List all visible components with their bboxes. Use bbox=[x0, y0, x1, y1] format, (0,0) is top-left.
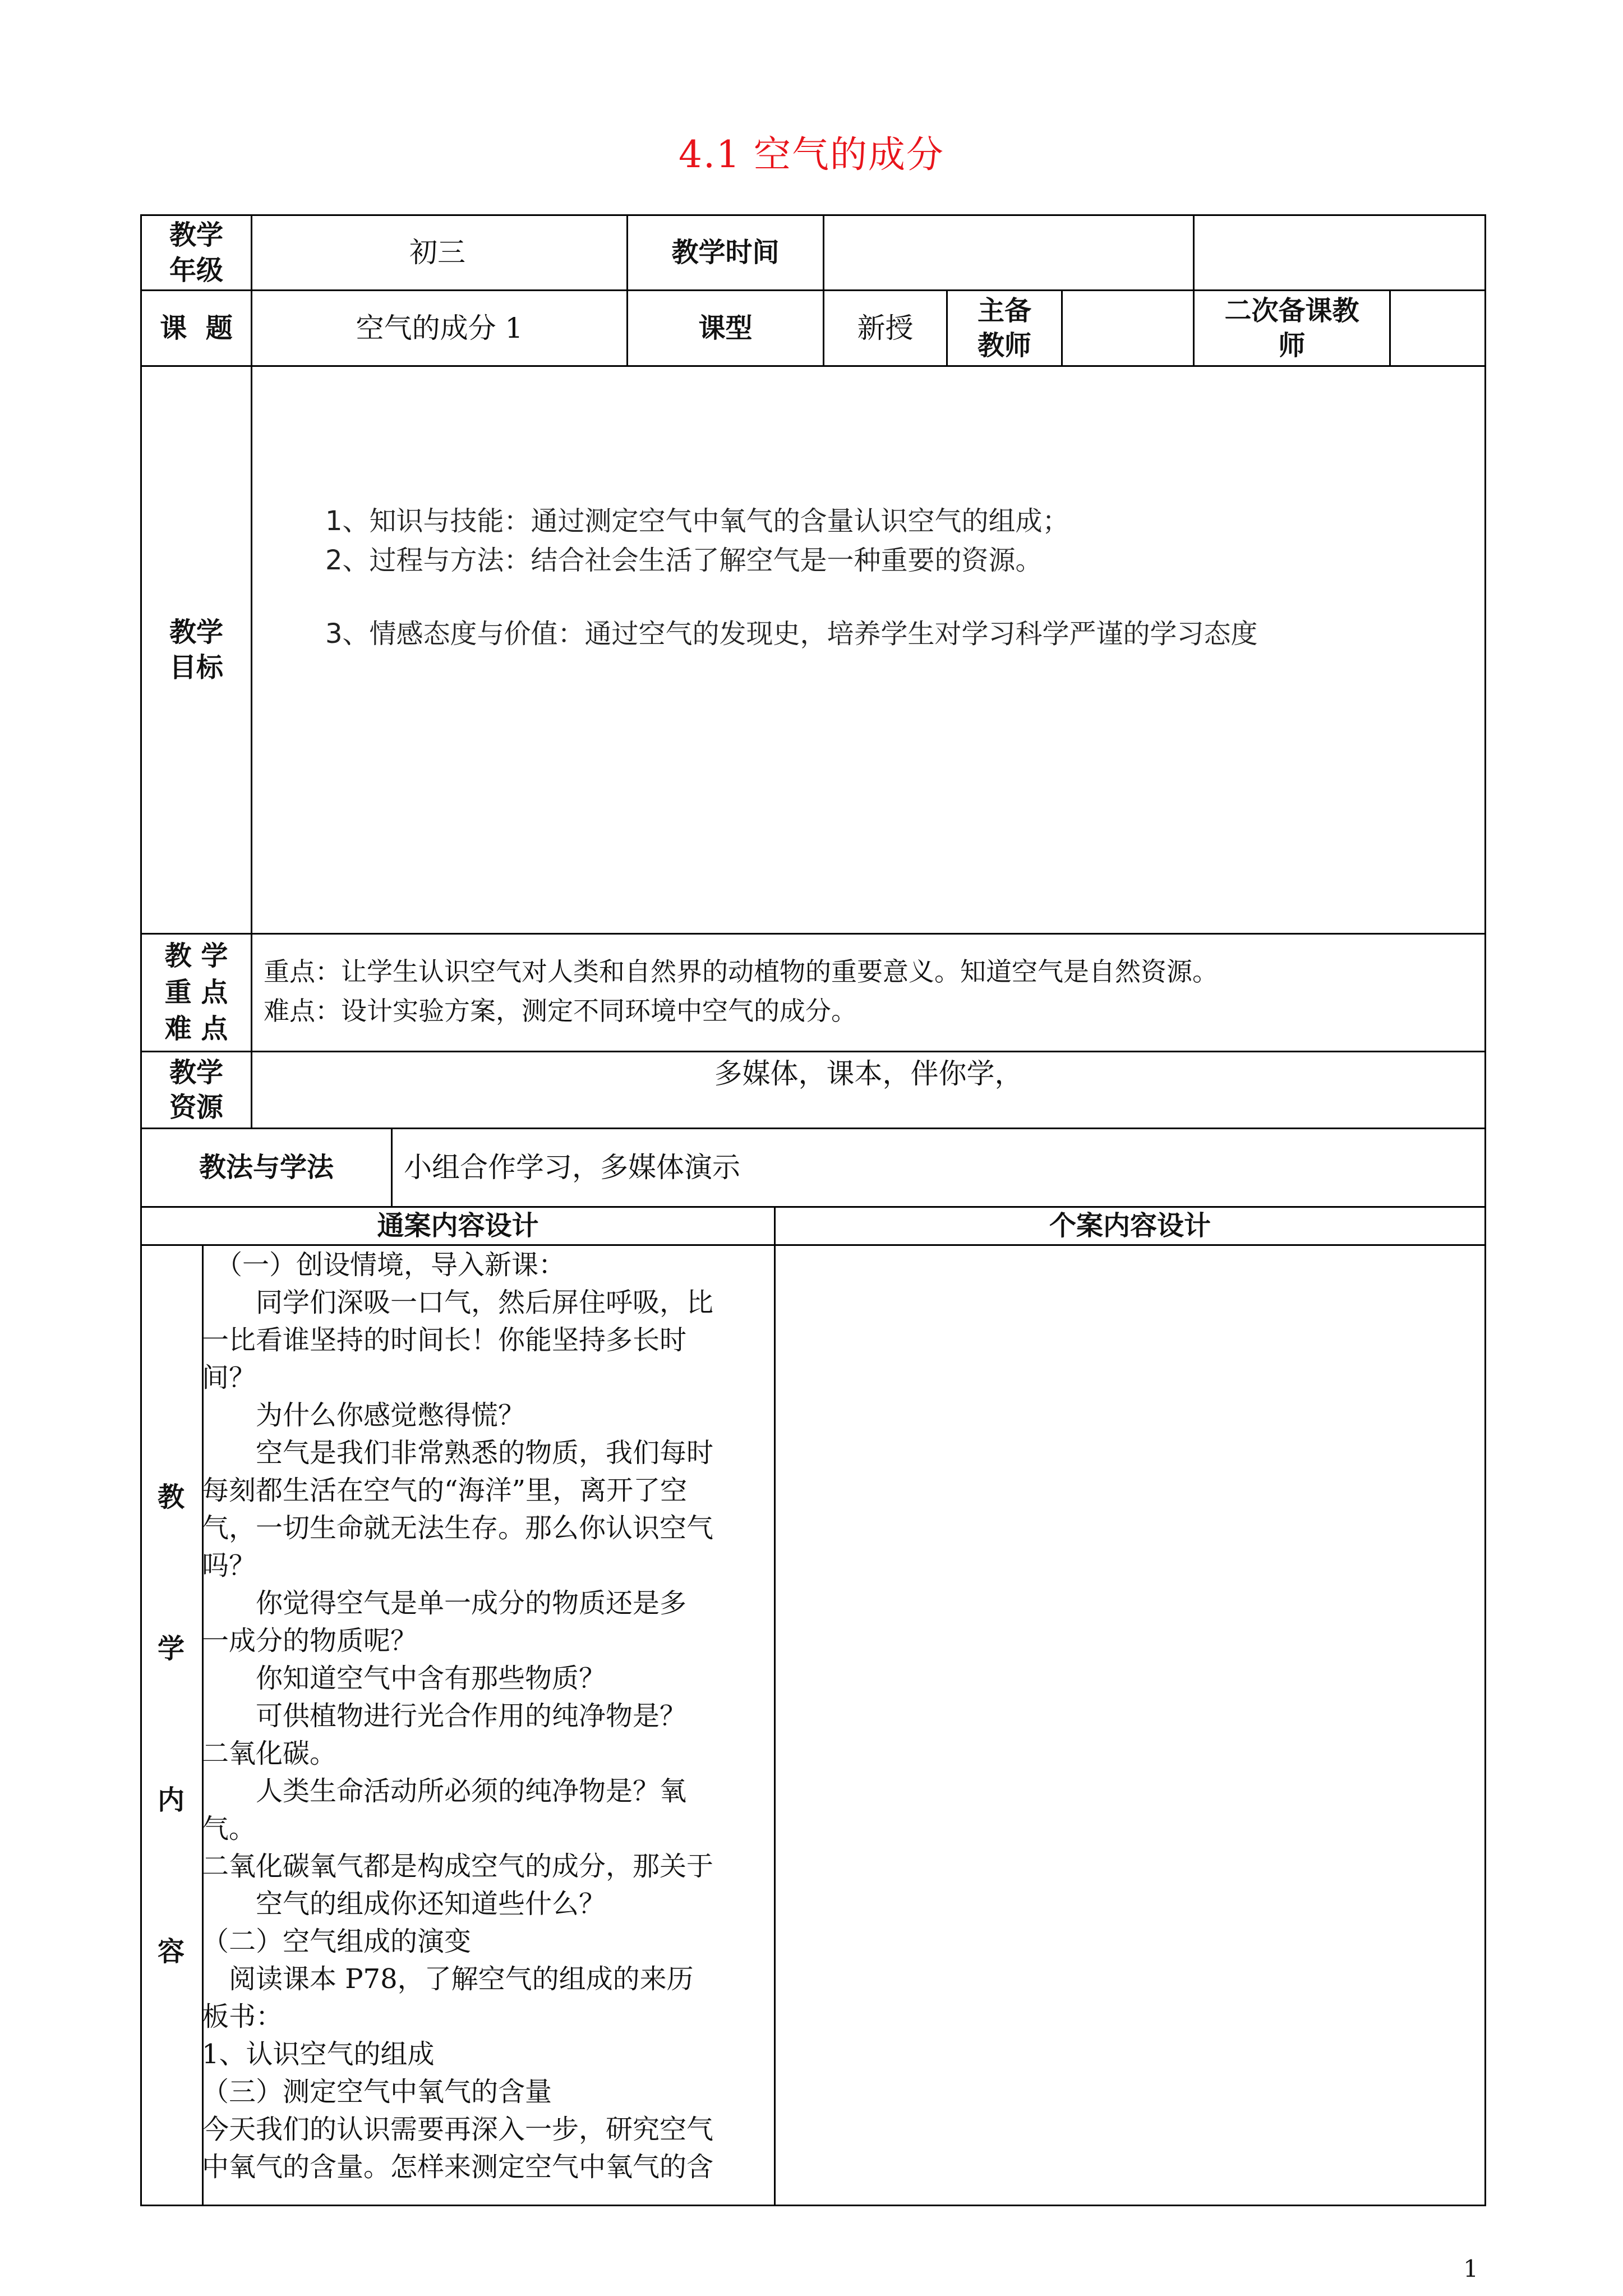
content-line: 间？ bbox=[202, 1362, 256, 1393]
goal-item-spacer bbox=[325, 580, 1258, 615]
lesson-type-label: 课型 bbox=[698, 312, 753, 344]
content-line: 阅读课本 P78，了解空气的组成的来历 bbox=[202, 1963, 694, 1995]
content-line: 空气是我们非常熟悉的物质，我们每时 bbox=[202, 1437, 714, 1469]
goal-item: 1、知识与技能：通过测定空气中氧气的含量认识空气的组成； bbox=[325, 505, 1069, 537]
content-vertical-label-char: 容 bbox=[157, 1936, 185, 1967]
content-line: 你知道空气中含有那些物质？ bbox=[202, 1663, 606, 1694]
content-line: （三）测定空气中氧气的含量 bbox=[202, 2076, 552, 2108]
content-line: 吗？ bbox=[202, 1550, 256, 1581]
table-border-bottom bbox=[140, 2205, 1486, 2206]
blank-cell bbox=[1195, 216, 1484, 289]
goal-item: 2、过程与方法：结合社会生活了解空气是一种重要的资源。 bbox=[325, 544, 1043, 576]
goals-list bbox=[325, 502, 1258, 654]
content-line: 人类生命活动所必须的纯净物是？氧 bbox=[202, 1775, 687, 1807]
content-line: （一）创设情境，导入新课： bbox=[202, 1249, 566, 1281]
common-design-content bbox=[202, 1246, 771, 2186]
topic-label: 课 题 bbox=[160, 312, 233, 344]
topic-value: 空气的成分 1 bbox=[356, 311, 523, 344]
teaching-time-label: 教学时间 bbox=[671, 237, 780, 269]
content-line: 今天我们的认识需要再深入一步，研究空气 bbox=[202, 2114, 714, 2145]
content-vertical-label-char: 学 bbox=[157, 1633, 185, 1664]
content-line: 气，一切生命就无法生存。那么你认识空气 bbox=[202, 1512, 714, 1544]
document-title: 4.1 空气的成分 bbox=[679, 133, 944, 176]
individual-design-header: 个案内容设计 bbox=[1049, 1210, 1211, 1242]
content-vertical-label-char: 内 bbox=[157, 1784, 185, 1816]
grade-value: 初三 bbox=[409, 236, 465, 269]
content-line: 同学们深吸一口气，然后屏住呼吸，比 bbox=[202, 1287, 714, 1318]
table-border-right bbox=[1484, 214, 1486, 2206]
methods-label: 教法与学法 bbox=[199, 1152, 334, 1184]
content-line: 你觉得空气是单一成分的物质还是多 bbox=[202, 1588, 687, 1619]
lead-teacher-label: 主备 教师 bbox=[977, 295, 1031, 361]
resources-label: 教学 资源 bbox=[169, 1056, 223, 1123]
common-design-header: 通案内容设计 bbox=[377, 1210, 539, 1242]
goals-label: 教学 目标 bbox=[169, 616, 223, 683]
content-line: 可供植物进行光合作用的纯净物是？ bbox=[202, 1700, 687, 1732]
second-teacher-label: 二次备课教 师 bbox=[1224, 295, 1359, 361]
lead-teacher-field[interactable] bbox=[1063, 291, 1193, 365]
grade-label: 教学 年级 bbox=[169, 219, 223, 286]
individual-design-content[interactable] bbox=[776, 1246, 1484, 2205]
content-line: 气。 bbox=[202, 1813, 256, 1844]
content-line: 一成分的物质呢？ bbox=[202, 1625, 418, 1657]
key-points-text bbox=[264, 953, 1218, 1031]
teaching-time-field[interactable] bbox=[824, 216, 1193, 289]
content-line: 空气的组成你还知道些什么？ bbox=[202, 1888, 606, 1920]
content-line: 二氧化碳氧气都是构成空气的成分，那关于 bbox=[202, 1851, 714, 1882]
methods-value: 小组合作学习，多媒体演示 bbox=[404, 1151, 740, 1184]
page-number: 1 bbox=[1463, 2255, 1478, 2283]
row-divider bbox=[140, 933, 1486, 935]
content-line: 一比看谁坚持的时间长！你能坚持多长时 bbox=[202, 1324, 687, 1356]
content-line: 板书： bbox=[202, 2001, 283, 2032]
lesson-type-value: 新授 bbox=[857, 311, 914, 344]
content-line: 为什么你感觉憋得慌？ bbox=[202, 1400, 525, 1431]
goal-item: 3、情感态度与价值：通过空气的发现史，培养学生对学习科学严谨的学习态度 bbox=[325, 618, 1258, 650]
key-point-line: 重点：让学生认识空气对人类和自然界的动植物的重要意义。知道空气是自然资源。 bbox=[264, 956, 1218, 987]
content-line: （二）空气组成的演变 bbox=[202, 1926, 472, 1957]
content-line: 二氧化碳。 bbox=[202, 1738, 337, 1769]
content-vertical-label-char: 教 bbox=[157, 1481, 185, 1513]
key-points-label: 教 学 重 点 难 点 bbox=[164, 940, 228, 1045]
content-line: 中氧气的含量。怎样来测定空气中氧气的含 bbox=[202, 2151, 714, 2183]
second-teacher-field[interactable] bbox=[1391, 291, 1484, 365]
content-line: 每刻都生活在空气的“海洋”里，离开了空 bbox=[202, 1475, 688, 1506]
resources-value: 多媒体，课本，伴你学， bbox=[714, 1057, 1023, 1090]
row-divider bbox=[140, 365, 1486, 367]
content-line: 1、认识空气的组成 bbox=[202, 2039, 435, 2070]
difficulty-line: 难点：设计实验方案，测定不同环境中空气的成分。 bbox=[264, 995, 857, 1026]
